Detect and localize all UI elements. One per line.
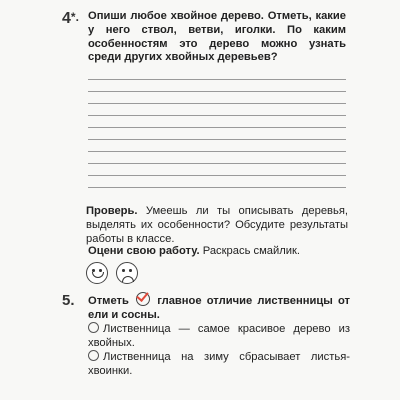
check-text: Умеешь ли ты описывать деревья, выделять их особенности? Обсудите результаты работы в классе. xyxy=(86,205,348,245)
radio-circle-icon[interactable] xyxy=(88,322,99,333)
answer-line[interactable] xyxy=(88,128,346,140)
sad-smiley-icon[interactable] xyxy=(116,262,138,284)
answer-line[interactable] xyxy=(88,140,346,152)
answer-line[interactable] xyxy=(88,104,346,116)
option-1[interactable]: Лиственница — самое красивое дерево из хвойных. xyxy=(88,323,350,349)
task-4-text: Опиши любое хвойное дерево. Отметь, какие у него ствол, ветви, иголки. По каким особенностям это дерево можно узнать среди других хвойных деревьев? xyxy=(88,10,346,64)
check-label: Проверь. xyxy=(86,205,138,217)
task-5-text: Отметь главное отличие лиственницы от ели и сосны. xyxy=(88,292,350,323)
answer-line[interactable] xyxy=(88,176,346,188)
smiley-group xyxy=(86,262,146,288)
rate-paragraph xyxy=(88,245,348,259)
task-4-number: 4*. xyxy=(62,10,79,27)
answer-line[interactable] xyxy=(88,152,346,164)
option-2[interactable]: Лиственница на зиму сбрасывает листья-хвоинки. xyxy=(88,351,350,377)
answer-line[interactable] xyxy=(88,92,346,104)
answer-line[interactable] xyxy=(88,116,346,128)
answer-line[interactable] xyxy=(88,164,346,176)
rate-label: Оцени свою работу. xyxy=(88,245,200,257)
rate-text: Раскрась смайлик. xyxy=(199,245,301,257)
answer-lines[interactable] xyxy=(88,68,346,188)
happy-smiley-icon[interactable] xyxy=(86,262,108,284)
answer-line[interactable] xyxy=(88,80,346,92)
check-mark-icon xyxy=(136,292,150,306)
task-5-number: 5. xyxy=(62,292,75,309)
answer-line[interactable] xyxy=(88,68,346,80)
check-paragraph xyxy=(86,205,348,246)
radio-circle-icon[interactable] xyxy=(88,350,99,361)
